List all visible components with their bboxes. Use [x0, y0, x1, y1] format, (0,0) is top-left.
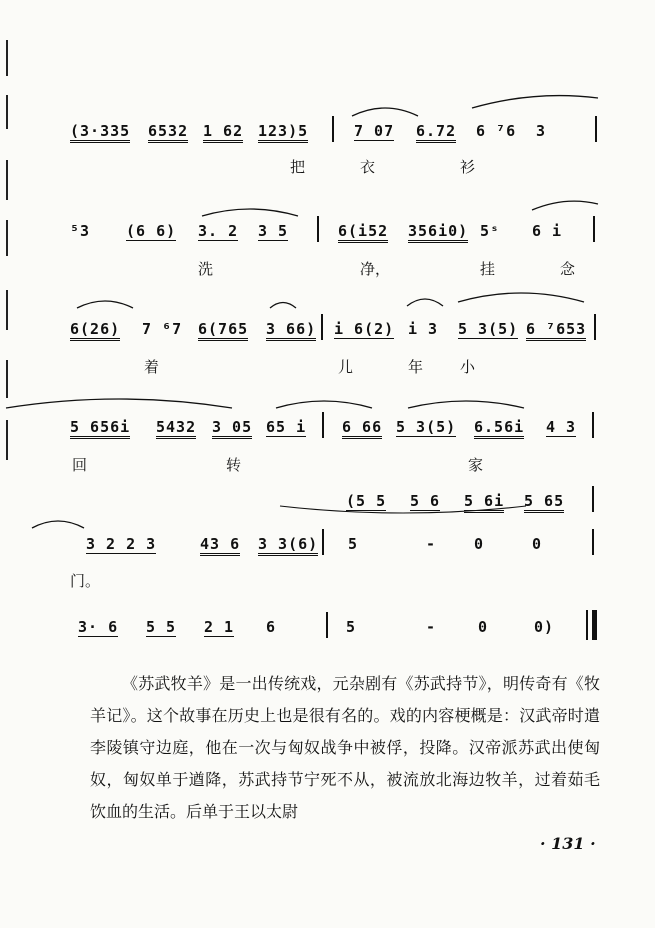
bar-line	[592, 412, 594, 438]
slur-mark	[274, 398, 374, 410]
note-group: 3 5	[258, 222, 289, 240]
page-number: · 131 ·	[540, 834, 596, 853]
note-group: 6 ⁷653	[526, 320, 586, 341]
note-group: 6.56i	[474, 418, 524, 439]
note-group: (6 6)	[126, 222, 177, 240]
bar-line	[322, 529, 324, 555]
note-group: 3. 2	[198, 222, 239, 240]
bar-line	[332, 116, 334, 142]
lyric-line-1	[70, 156, 610, 174]
slur-mark	[405, 296, 445, 308]
lyric-char: 年	[408, 358, 424, 376]
note-group: ⁵3	[70, 222, 91, 240]
note-group: -	[426, 535, 437, 553]
note-group: 3 3(6)	[258, 535, 318, 556]
note-group: 5 65	[524, 492, 564, 513]
final-barline-thick	[592, 610, 597, 640]
slur-mark	[456, 290, 586, 304]
bar-line	[321, 314, 323, 340]
note-group: 2 1	[204, 618, 235, 636]
note-group: 7 ⁶7	[142, 320, 183, 338]
note-group: 6 66	[342, 418, 382, 439]
note-group: 5 5	[146, 618, 177, 636]
note-group: 6.72	[416, 122, 456, 143]
lyric-char: 着	[144, 358, 160, 376]
note-group: 5 6	[410, 492, 441, 510]
note-group: 6532	[148, 122, 188, 143]
lyric-line-2	[70, 258, 610, 276]
page-edge-mark	[6, 420, 8, 460]
note-group: 6 i	[532, 222, 563, 240]
note-group: 5 6i	[464, 492, 504, 513]
page-edge-mark	[6, 95, 8, 129]
lyric-char: 小	[460, 358, 476, 376]
note-group: 43 6	[200, 535, 240, 556]
slur-mark	[75, 298, 135, 310]
note-group: 5 656i	[70, 418, 130, 439]
note-group: 3 2 2 3	[86, 535, 157, 553]
bar-line	[595, 116, 597, 142]
note-group: 3	[536, 122, 547, 140]
note-group: i 6(2)	[334, 320, 395, 338]
note-group: 7 07	[354, 122, 395, 140]
note-group: 6(26)	[70, 320, 120, 341]
note-group: i 3	[408, 320, 439, 338]
note-group: 6 ⁷6	[476, 122, 517, 140]
bar-line	[326, 612, 328, 638]
slur-mark	[406, 398, 526, 410]
bar-line	[317, 216, 319, 242]
slur-mark	[530, 200, 600, 212]
final-barline-thin	[586, 610, 588, 640]
bar-line	[592, 486, 594, 512]
note-group: 123)5	[258, 122, 308, 143]
bar-line	[322, 412, 324, 438]
note-group: 6(765	[198, 320, 248, 341]
note-group: 3· 6	[78, 618, 119, 636]
bar-line	[593, 216, 595, 242]
note-group: (5 5	[346, 492, 387, 510]
note-group: 4 3	[546, 418, 577, 436]
lyric-char: 回	[72, 456, 88, 474]
note-group: 3 05	[212, 418, 252, 439]
page-edge-mark	[6, 360, 8, 398]
slur-mark	[268, 300, 298, 310]
note-group: 5	[346, 618, 357, 636]
bar-line	[594, 314, 596, 340]
slur-mark	[4, 396, 234, 410]
slur-mark	[200, 206, 300, 218]
page-edge-mark	[6, 40, 8, 76]
note-group: 3 66)	[266, 320, 316, 341]
lyric-line-4	[70, 454, 610, 472]
page-edge-mark	[6, 160, 8, 200]
note-group: 5	[348, 535, 359, 553]
lyric-char: 念	[560, 260, 576, 278]
slur-mark	[350, 104, 420, 118]
lyric-line-5	[70, 570, 610, 588]
lyric-char: 洗	[198, 260, 214, 278]
note-group: 0)	[534, 618, 555, 636]
lyric-char: 家	[468, 456, 484, 474]
note-group: 6(i52	[338, 222, 388, 243]
note-group: 5 3(5)	[396, 418, 457, 436]
note-group: (3·335	[70, 122, 130, 143]
note-group: 5432	[156, 418, 196, 439]
lyric-char: 儿	[338, 358, 354, 376]
page-edge-mark	[6, 220, 8, 256]
lyric-char: 挂	[480, 260, 496, 278]
lyric-char: 衣	[360, 158, 376, 176]
page-edge-mark	[6, 290, 8, 330]
note-group: 5 3(5)	[458, 320, 519, 338]
paragraph-text: 《苏武牧羊》是一出传统戏，元杂剧有《苏武持节》，明传奇有《牧羊记》。这个故事在历史上也是很有名的。戏的内容梗概是：汉武帝时遣李陵镇守边庭，他在一次与匈奴战争中被俘，投降。汉帝派苏武出使匈奴，匈奴单于遒降，苏武持节宁死不从，被流放北海边牧羊，过着茹毛饮血的生活。后单于王以太尉	[90, 674, 600, 821]
lyric-char: 净，	[360, 260, 391, 278]
bar-line	[592, 529, 594, 555]
lyric-char: 衫	[460, 158, 476, 176]
lyric-char: 把	[290, 158, 306, 176]
note-group: 0	[532, 535, 543, 553]
slur-mark	[278, 504, 528, 518]
note-group: 0	[478, 618, 489, 636]
lyric-char: 门。	[70, 572, 101, 590]
note-group: 356i0)	[408, 222, 468, 243]
note-group: -	[426, 618, 437, 636]
body-paragraph	[90, 668, 600, 828]
note-group: 6	[266, 618, 277, 636]
note-group: 5ˢ	[480, 222, 501, 240]
lyric-line-3	[70, 356, 610, 374]
note-group: 1 62	[203, 122, 243, 143]
note-group: 0	[474, 535, 485, 553]
lyric-char: 转	[226, 456, 242, 474]
slur-mark	[470, 96, 600, 110]
slur-mark	[30, 518, 86, 530]
note-group: 65 i	[266, 418, 307, 436]
